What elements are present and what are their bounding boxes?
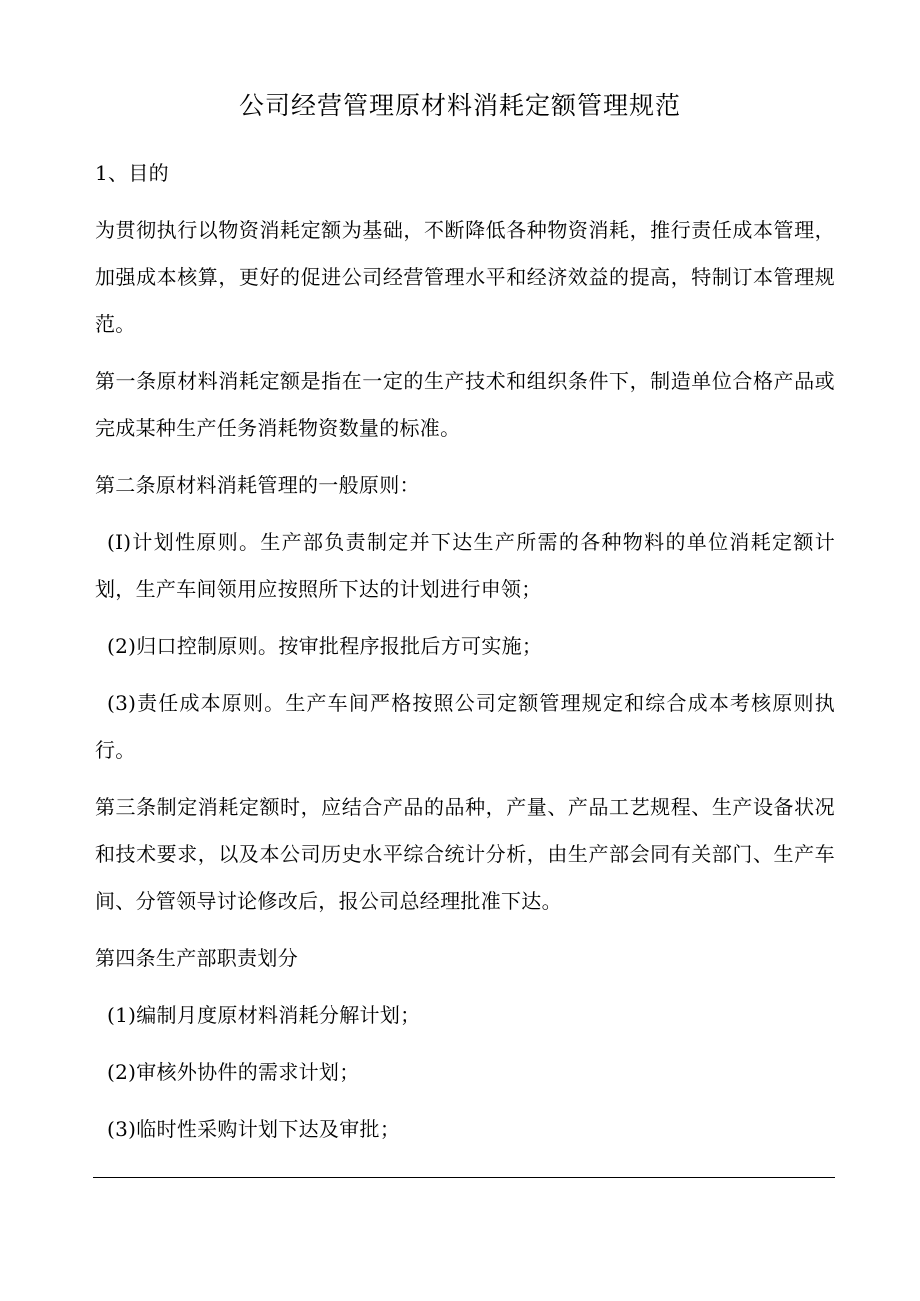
list-item-principle-1: (I)计划性原则。生产部负责制定并下达生产所需的各种物料的单位消耗定额计划，生产车间领用应按照所下达的计划进行申领；: [95, 530, 835, 601]
document-body: [95, 150, 835, 1153]
paragraph-article-4: 第四条生产部职责划分: [95, 946, 298, 970]
list-item-principle-3: (3)责任成本原则。生产车间严格按照公司定额管理规定和综合成本考核原则执行。: [95, 691, 835, 762]
paragraph-article-3: 第三条制定消耗定额时，应结合产品的品种，产量、产品工艺规程、生产设备状况和技术要求，以及本公司历史水平综合统计分析，由生产部会同有关部门、生产车间、分管领导讨论修改后，报公司总经理批准下达。: [95, 795, 835, 913]
document-title: 公司经营管理原材料消耗定额管理规范: [238, 91, 681, 120]
paragraph-purpose: 为贯彻执行以物资消耗定额为基础，不断降低各种物资消耗，推行责任成本管理，加强成本核算，更好的促进公司经营管理水平和经济效益的提高，特制订本管理规范。: [95, 218, 835, 336]
footer-divider: [93, 1177, 835, 1178]
section-heading-purpose: 1、目的: [95, 161, 169, 185]
list-item-principle-2: (2)归口控制原则。按审批程序报批后方可实施；: [107, 634, 543, 658]
paragraph-article-2: 第二条原材料消耗管理的一般原则：: [95, 473, 420, 497]
list-item-duty-3: (3)临时性采购计划下达及审批；: [107, 1117, 401, 1141]
list-item-duty-1: (1)编制月度原材料消耗分解计划；: [107, 1003, 421, 1027]
paragraph-article-1: 第一条原材料消耗定额是指在一定的生产技术和组织条件下，制造单位合格产品或完成某种生产任务消耗物资数量的标准。: [95, 369, 835, 440]
list-item-duty-2: (2)审核外协件的需求计划；: [107, 1060, 360, 1084]
